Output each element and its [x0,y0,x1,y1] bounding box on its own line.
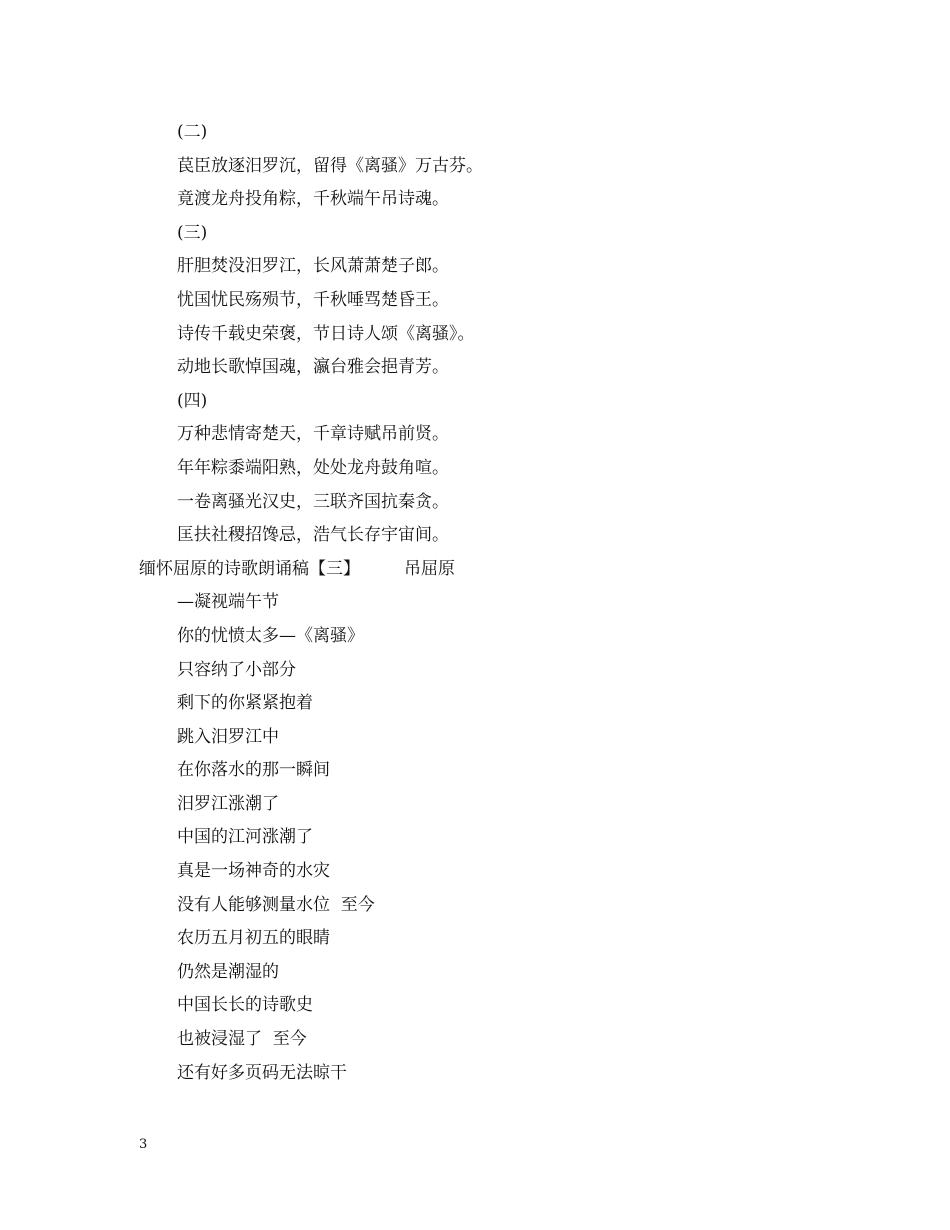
poem-line: 剩下的你紧紧抱着 [177,693,313,714]
poem-title: 吊屈原 [404,558,455,579]
poem-line: —凝视端午节 [177,592,279,613]
stanza-3-label: (三) [177,222,208,243]
poem-line: 仍然是潮湿的 [177,961,279,982]
poem-line: 也被浸湿了 至今 [177,1029,307,1050]
poem-line: 诗传千载史荣褒，节日诗人颂《离骚》。 [177,323,475,344]
poem-line: 中国的江河涨潮了 [177,827,313,848]
poem-line: 真是一场神奇的水灾 [177,861,330,882]
poem-line: 农历五月初五的眼睛 [177,928,330,949]
poem-line: 中国长长的诗歌史 [177,995,313,1016]
poem-line: 忧国忧民殇殒节，千秋唾骂楚昏王。 [177,289,449,310]
poem-line: 你的忧愤太多—《离骚》 [177,625,364,646]
stanza-2-label: (二) [177,122,208,142]
poem-line: 汨罗江涨潮了 [177,793,279,814]
poem-line: 年年粽黍端阳熟，处处龙舟鼓角喧。 [177,457,449,478]
page-number: 3 [139,1137,148,1152]
poem-line: 万种悲情寄楚天，千章诗赋吊前贤。 [177,424,449,445]
poem-line: 跳入汨罗江中 [177,726,279,747]
poem-line: 还有好多页码无法晾干 [177,1062,347,1083]
poem-line: 只容纳了小部分 [177,659,296,680]
stanza-4-label: (四) [177,390,208,411]
poem-line: 匡扶社稷招馋忌，浩气长存宇宙间。 [177,525,449,546]
poem-line: 在你落水的那一瞬间 [177,760,330,781]
poem-line: 竟渡龙舟投角粽，千秋端午吊诗魂。 [177,189,449,210]
section-title: 缅怀屈原的诗歌朗诵稿【三】 [139,558,360,579]
poem-line: 动地长歌悼国魂，瀛台雅会挹青芳。 [177,357,449,378]
poem-line: 苠臣放逐汨罗沉，留得《离骚》万古芬。 [177,155,483,176]
poem-line: 没有人能够测量水位 至今 [177,894,375,915]
poem-line: 一卷离骚光汉史，三联齐国抗秦贪。 [177,491,449,512]
poem-line: 肝胆焚没汨罗江，长风萧萧楚子郎。 [177,256,449,277]
section-heading [139,553,839,587]
document-body [139,116,839,1090]
